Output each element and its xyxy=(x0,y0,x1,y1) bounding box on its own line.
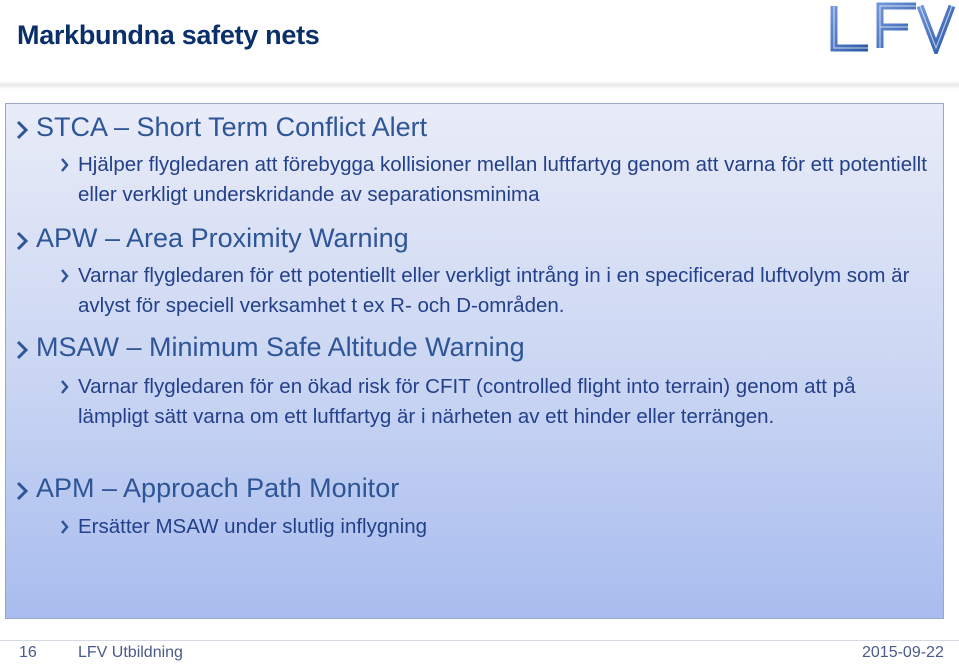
bullet-text: Varnar flygledaren för en ökad risk för CFIT (controlled flight into terrain) genom att på lämpligt sätt varna om ett luftfartyg är i närheten av ett hinder eller terrängen. xyxy=(78,375,856,428)
chevron-right-icon xyxy=(60,519,70,535)
section-heading: APM – Approach Path Monitor xyxy=(36,473,400,503)
bullet-text: Ersätter MSAW under slutlig inflygning xyxy=(78,515,428,538)
lfv-logo xyxy=(828,2,956,54)
slide-title: Markbundna safety nets xyxy=(17,20,320,50)
chevron-right-icon xyxy=(60,157,70,173)
chevron-right-icon xyxy=(15,339,29,361)
chevron-right-icon xyxy=(60,268,70,284)
content-panel xyxy=(5,103,944,619)
chevron-right-icon xyxy=(15,480,29,502)
chevron-right-icon xyxy=(15,119,29,141)
footer-divider xyxy=(0,640,959,641)
bullet-text: Varnar flygledaren för ett potentiellt eller verkligt intrång in i en specificerad luftvolym som är avlyst för speciell verksamhet t ex R- och D-områden. xyxy=(78,264,910,317)
header-divider xyxy=(0,81,959,89)
footer-date: 2015-09-22 xyxy=(862,644,944,661)
footer-organization: LFV Utbildning xyxy=(78,644,183,661)
bullet-text: Hjälper flygledaren att förebygga kollisioner mellan luftfartyg genom att varna för ett potentiellt eller verkligt underskridande av separationsminima xyxy=(78,153,927,206)
chevron-right-icon xyxy=(15,230,29,252)
page-number: 16 xyxy=(19,644,37,661)
chevron-right-icon xyxy=(60,379,70,395)
section-heading: APW – Area Proximity Warning xyxy=(36,223,409,253)
section-heading: MSAW – Minimum Safe Altitude Warning xyxy=(36,332,525,362)
section-heading: STCA – Short Term Conflict Alert xyxy=(36,112,428,142)
